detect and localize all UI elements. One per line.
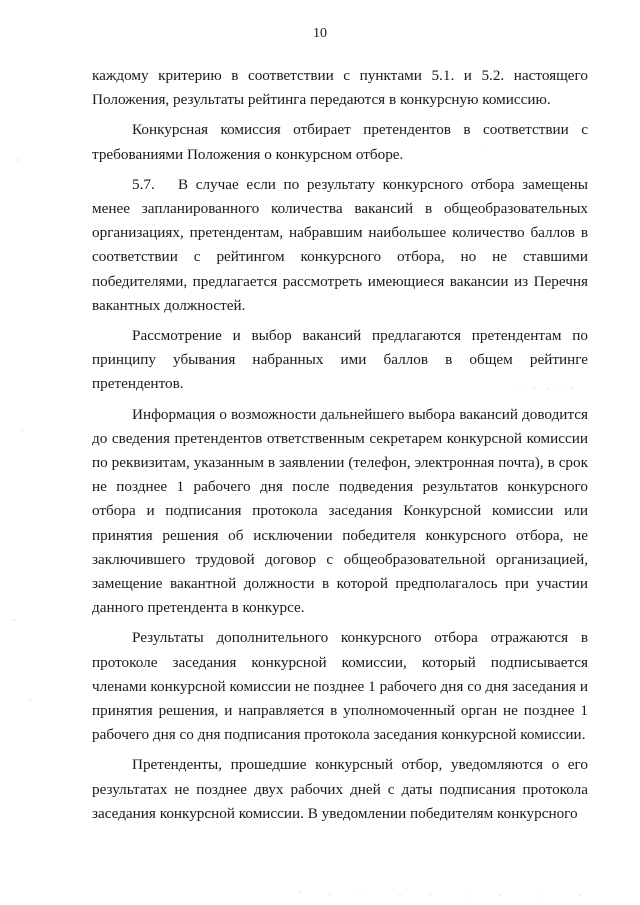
paragraph-text: Конкурсная комиссия отбирает претендентов в соответствии с требованиями Положения о конкурсном отборе. bbox=[92, 121, 588, 163]
page-number: 10 bbox=[313, 26, 327, 41]
paragraph-numbered bbox=[92, 173, 588, 318]
paragraph bbox=[92, 753, 588, 826]
clause-number: 5.7. bbox=[132, 175, 155, 193]
paragraph-text: Результаты дополнительного конкурсного отбора отражаются в протоколе заседания конкурсной комиссии, который подписывается членами конкурсной комиссии не позднее 1 рабочего дня со дня заседания и принятия решения, и направляется в уполномоченный орган не позднее 1 рабочего дня со дня подписания протокола заседания конкурсной комиссии. bbox=[92, 629, 588, 744]
paragraph-text: Рассмотрение и выбор вакансий предлагаются претендентам по принципу убывания набранных ими баллов в общем рейтинге претендентов. bbox=[92, 327, 588, 393]
paragraph bbox=[92, 403, 588, 621]
paragraph-text: В случае если по результату конкурсного отбора замещены менее запланированного количества вакансий в общеобразовательных организациях, претендентам, набравшим наибольшее количество баллов в соответствии с рейтингом конкурсного отбора, но не ставшими победителями, предлагается рассмотреть имеющиеся вакансии из Перечня вакантных должностей. bbox=[92, 175, 588, 314]
document-body bbox=[92, 64, 588, 832]
paragraph bbox=[92, 626, 588, 747]
paragraph-text: каждому критерию в соответствии с пунктами 5.1. и 5.2. настоящего Положения, результаты рейтинга передаются в конкурсную комиссию. bbox=[92, 67, 588, 109]
paragraph bbox=[92, 324, 588, 397]
paragraph bbox=[92, 118, 588, 166]
paragraph-text: Информация о возможности дальнейшего выбора вакансий доводится до сведения претендентов ответственным секретарем конкурсной комиссии по реквизитам, указанным в заявлении (телефон, электронная почта), в срок не позднее 1 рабочего дня после подведения результатов конкурсного отбора и подписания протокола заседания Конкурсной комиссии или принятия решения об исключении победителя конкурсного отбора, не заключившего трудовой договор с общеобразовательной организацией, замещение вакантной должности в которой предполагалось при участии данного претендента в конкурсе. bbox=[92, 405, 588, 617]
paragraph-continued bbox=[92, 64, 588, 112]
paragraph-text: Претенденты, прошедшие конкурсный отбор, уведомляются о его результатах не позднее двух рабочих дней с даты подписания протокола заседания конкурсной комиссии. В уведомлении победителям конкурсного bbox=[92, 756, 588, 822]
